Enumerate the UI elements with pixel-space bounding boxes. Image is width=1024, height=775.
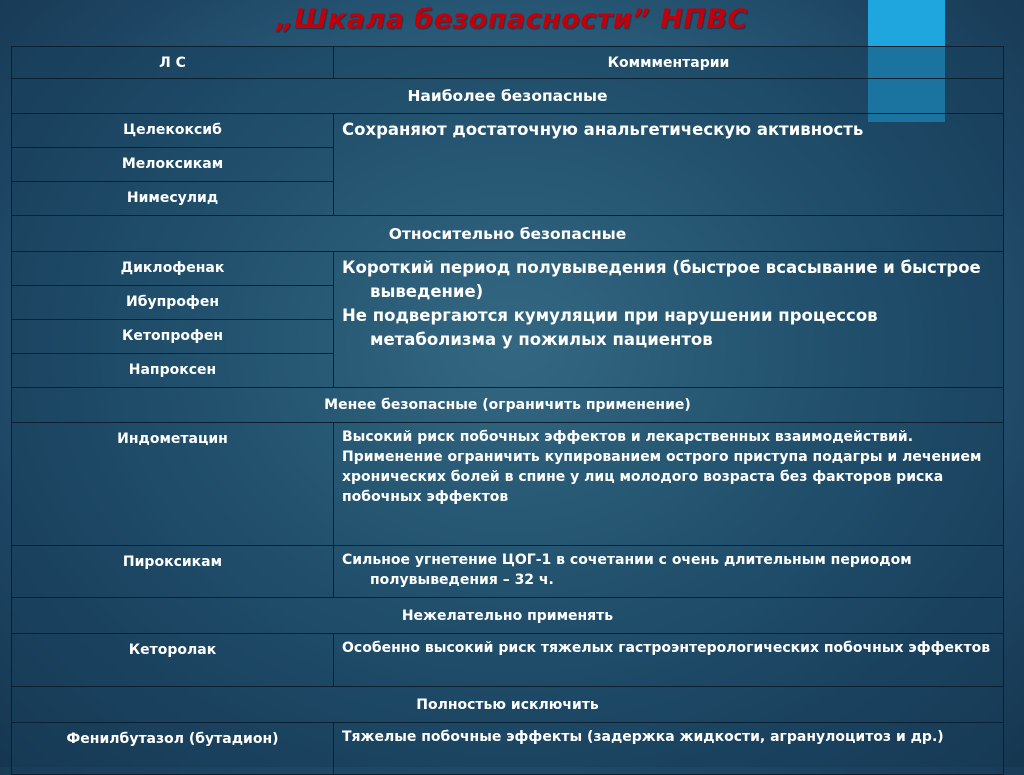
drug-nimesulide: Нимесулид	[12, 182, 334, 216]
comment-line: Тяжелые побочные эффекты (задержка жидкости, агранулоцитоз и др.)	[342, 729, 944, 745]
comment-relatively-safe	[334, 252, 1004, 388]
comment-line: Высокий риск побочных эффектов и лекарственных взаимодействий.	[342, 429, 914, 445]
comment-line: Не подвергаются кумуляции при нарушении процессов метаболизма у пожилых пациентов	[342, 306, 878, 349]
comment-piroxicam	[334, 546, 1004, 598]
header-drug: Л С	[12, 47, 334, 79]
drug-naproxen: Напроксен	[12, 354, 334, 388]
comment-line: Короткий период полувыведения (быстрое всасывание и быстрое выведение)	[342, 258, 981, 301]
drug-meloxicam: Мелоксикам	[12, 148, 334, 182]
comment-indomethacin	[334, 423, 1004, 546]
category-undesirable: Нежелательно применять	[12, 598, 1004, 634]
drug-ketorolac: Кеторолак	[12, 634, 334, 687]
category-less-safe: Менее безопасные (ограничить применение)	[12, 388, 1004, 423]
category-relatively-safe: Относительно безопасные	[12, 216, 1004, 252]
drug-phenylbutazone: Фенилбутазол (бутадион)	[12, 723, 334, 775]
header-comment: Коммментарии	[334, 47, 1004, 79]
category-most-safe: Наиболее безопасные	[12, 79, 1004, 114]
comment-line: Особенно высокий риск тяжелых гастроэнтерологических побочных эффектов	[342, 640, 991, 656]
comment-line: Сильное угнетение ЦОГ-1 в сочетании с очень длительным периодом полувыведения – 32 ч.	[342, 552, 912, 588]
comment-most-safe	[334, 114, 1004, 216]
drug-piroxicam: Пироксикам	[12, 546, 334, 598]
comment-line: Применение ограничить купированием острого приступа подагры и лечением хронических болей в спине у лиц молодого возраста без факторов риска побочных эффектов	[342, 449, 982, 505]
nsaid-safety-table	[11, 46, 1004, 775]
slide-title: „Шкала безопасности” НПВС	[276, 4, 748, 35]
drug-ibuprofen: Ибупрофен	[12, 286, 334, 320]
comment-line: Сохраняют достаточную анальгетическую активность	[342, 120, 864, 139]
category-exclude: Полностью исключить	[12, 687, 1004, 723]
drug-diclofenac: Диклофенак	[12, 252, 334, 286]
drug-ketoprofen: Кетопрофен	[12, 320, 334, 354]
drug-indomethacin: Индометацин	[12, 423, 334, 546]
comment-ketorolac	[334, 634, 1004, 687]
drug-celecoxib: Целекоксиб	[12, 114, 334, 148]
